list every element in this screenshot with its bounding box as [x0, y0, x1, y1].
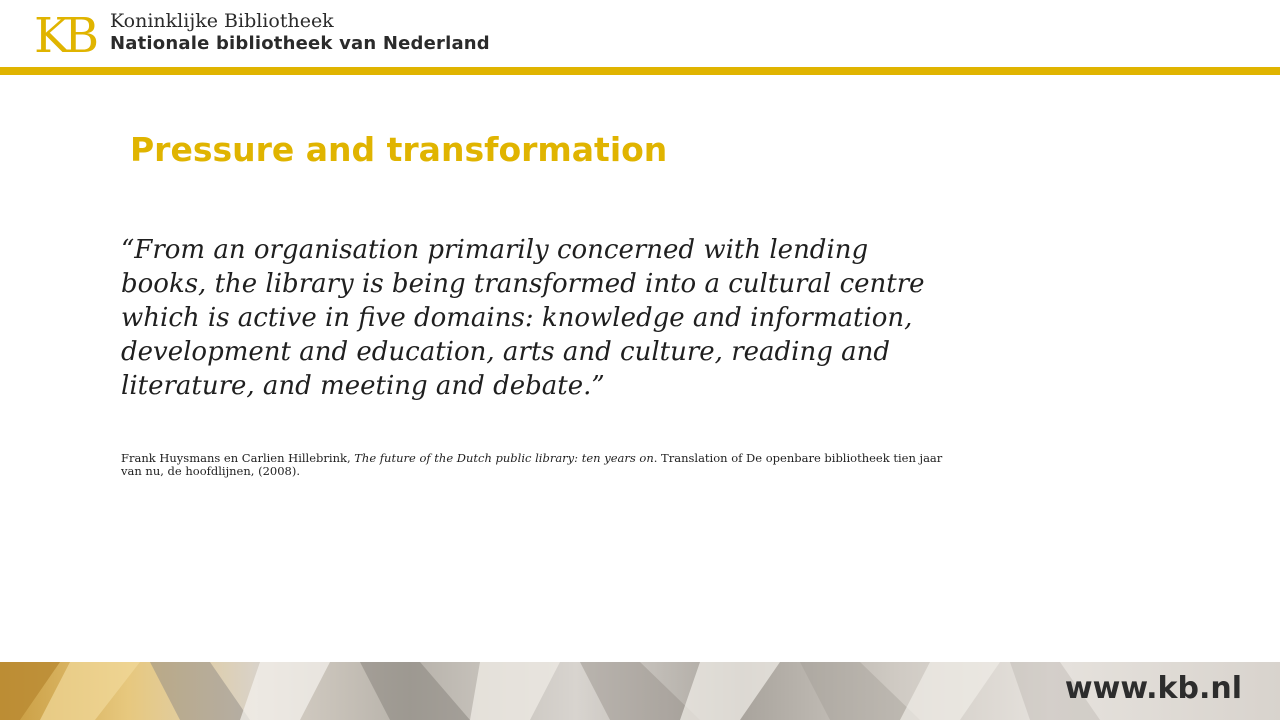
logo-title: Koninklijke Bibliotheek: [110, 10, 334, 32]
citation-title: The future of the Dutch public library: ten years on: [354, 451, 654, 465]
svg-text:KB: KB: [34, 8, 94, 58]
citation-authors: Frank Huysmans en Carlien Hillebrink,: [121, 451, 355, 465]
logo-subtitle: Nationale bibliotheek van Nederland: [110, 33, 490, 54]
citation-details: . Translation of De openbare bibliotheek tien jaar van nu, de hoofdlijnen, (2008).: [121, 451, 943, 478]
citation: [121, 452, 951, 478]
slide-title: Pressure and transformation: [130, 130, 668, 169]
footer-website-url: www.kb.nl: [1064, 671, 1242, 706]
quote-text: “From an organisation primarily concerned with lending books, the library is being transformed into a cultural centre which is active in five domains: knowledge and information, development and education, arts and culture, reading and literature, and meeting and debate.”: [121, 235, 925, 401]
header-bar: [0, 0, 1280, 68]
header-divider: [0, 67, 1280, 75]
kb-logo-icon: [34, 8, 102, 58]
